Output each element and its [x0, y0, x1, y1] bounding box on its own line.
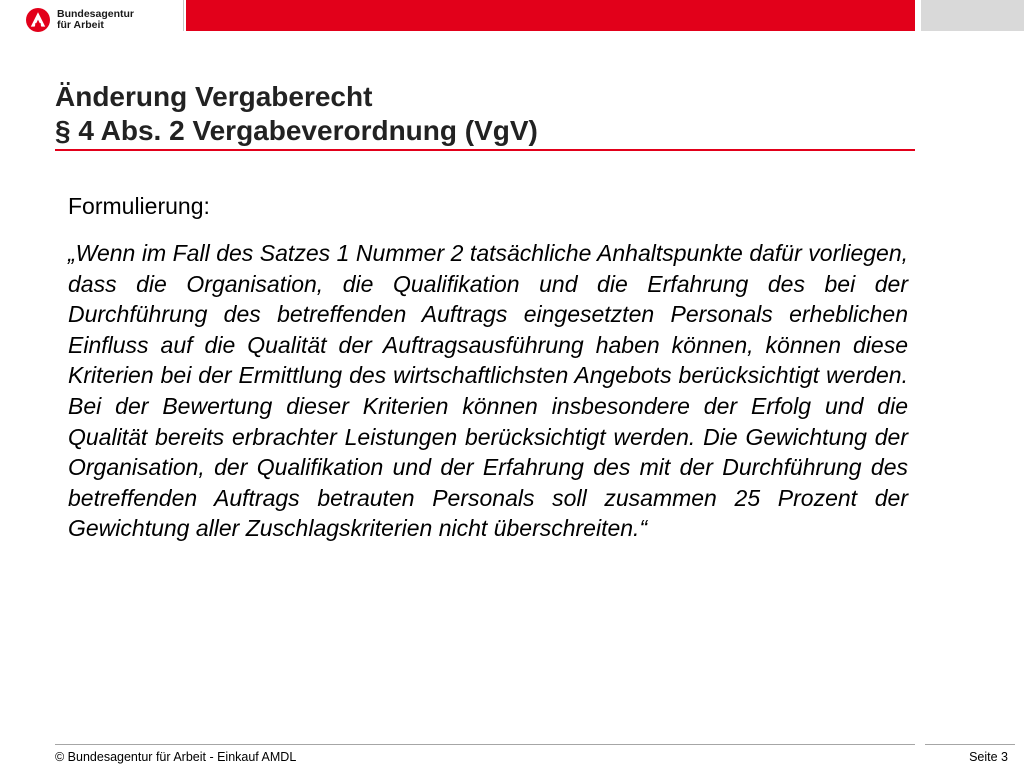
header-grey-bar: [921, 0, 1024, 31]
logo-line-2: für Arbeit: [57, 19, 104, 31]
title-underline: [55, 149, 915, 151]
bundesagentur-logo-icon: [26, 8, 50, 32]
logo-wordmark: [57, 9, 134, 32]
body-quote: „Wenn im Fall des Satzes 1 Nummer 2 tatsächliche Anhaltspunkte dafür vorliegen, dass die Organisation, die Qualifikation und die Erfahrung des bei der Durchführung des betreffenden Auftrags eingesetzten Personals erheblichen Einfluss auf die Qualität der Auftragsausführung haben können, können diese Kriterien bei der Ermittlung des wirtschaftlichsten Angebots berücksichtigt werden. Bei der Bewertung dieser Kriterien können insbesondere der Erfolg und die Qualität bereits erbrachter Leistungen berücksichtigt werden. Die Gewichtung der Organisation, der Qualifikation und der Erfahrung des mit der Durchführung des betreffenden Auftrags betrauten Personals soll zusammen 25 Prozent der Gewichtung aller Zuschlagskriterien nicht überschreiten.“: [68, 240, 908, 542]
logo-line-1: Bundesagentur: [57, 7, 135, 20]
page-number: Seite 3: [969, 750, 1008, 764]
logo: [26, 5, 134, 35]
footer-divider-right: [925, 744, 1015, 745]
footer-divider: [55, 744, 915, 745]
body-heading: Formulierung:: [68, 193, 210, 219]
header-red-bar: [186, 0, 915, 31]
header-divider: [183, 0, 184, 31]
footer-copyright: © Bundesagentur für Arbeit - Einkauf AMDL: [55, 750, 297, 764]
title-line-2: § 4 Abs. 2 Vergabeverordnung (VgV): [55, 115, 538, 146]
title-line-1: Änderung Vergaberecht: [55, 81, 373, 112]
slide-title: [55, 80, 915, 148]
